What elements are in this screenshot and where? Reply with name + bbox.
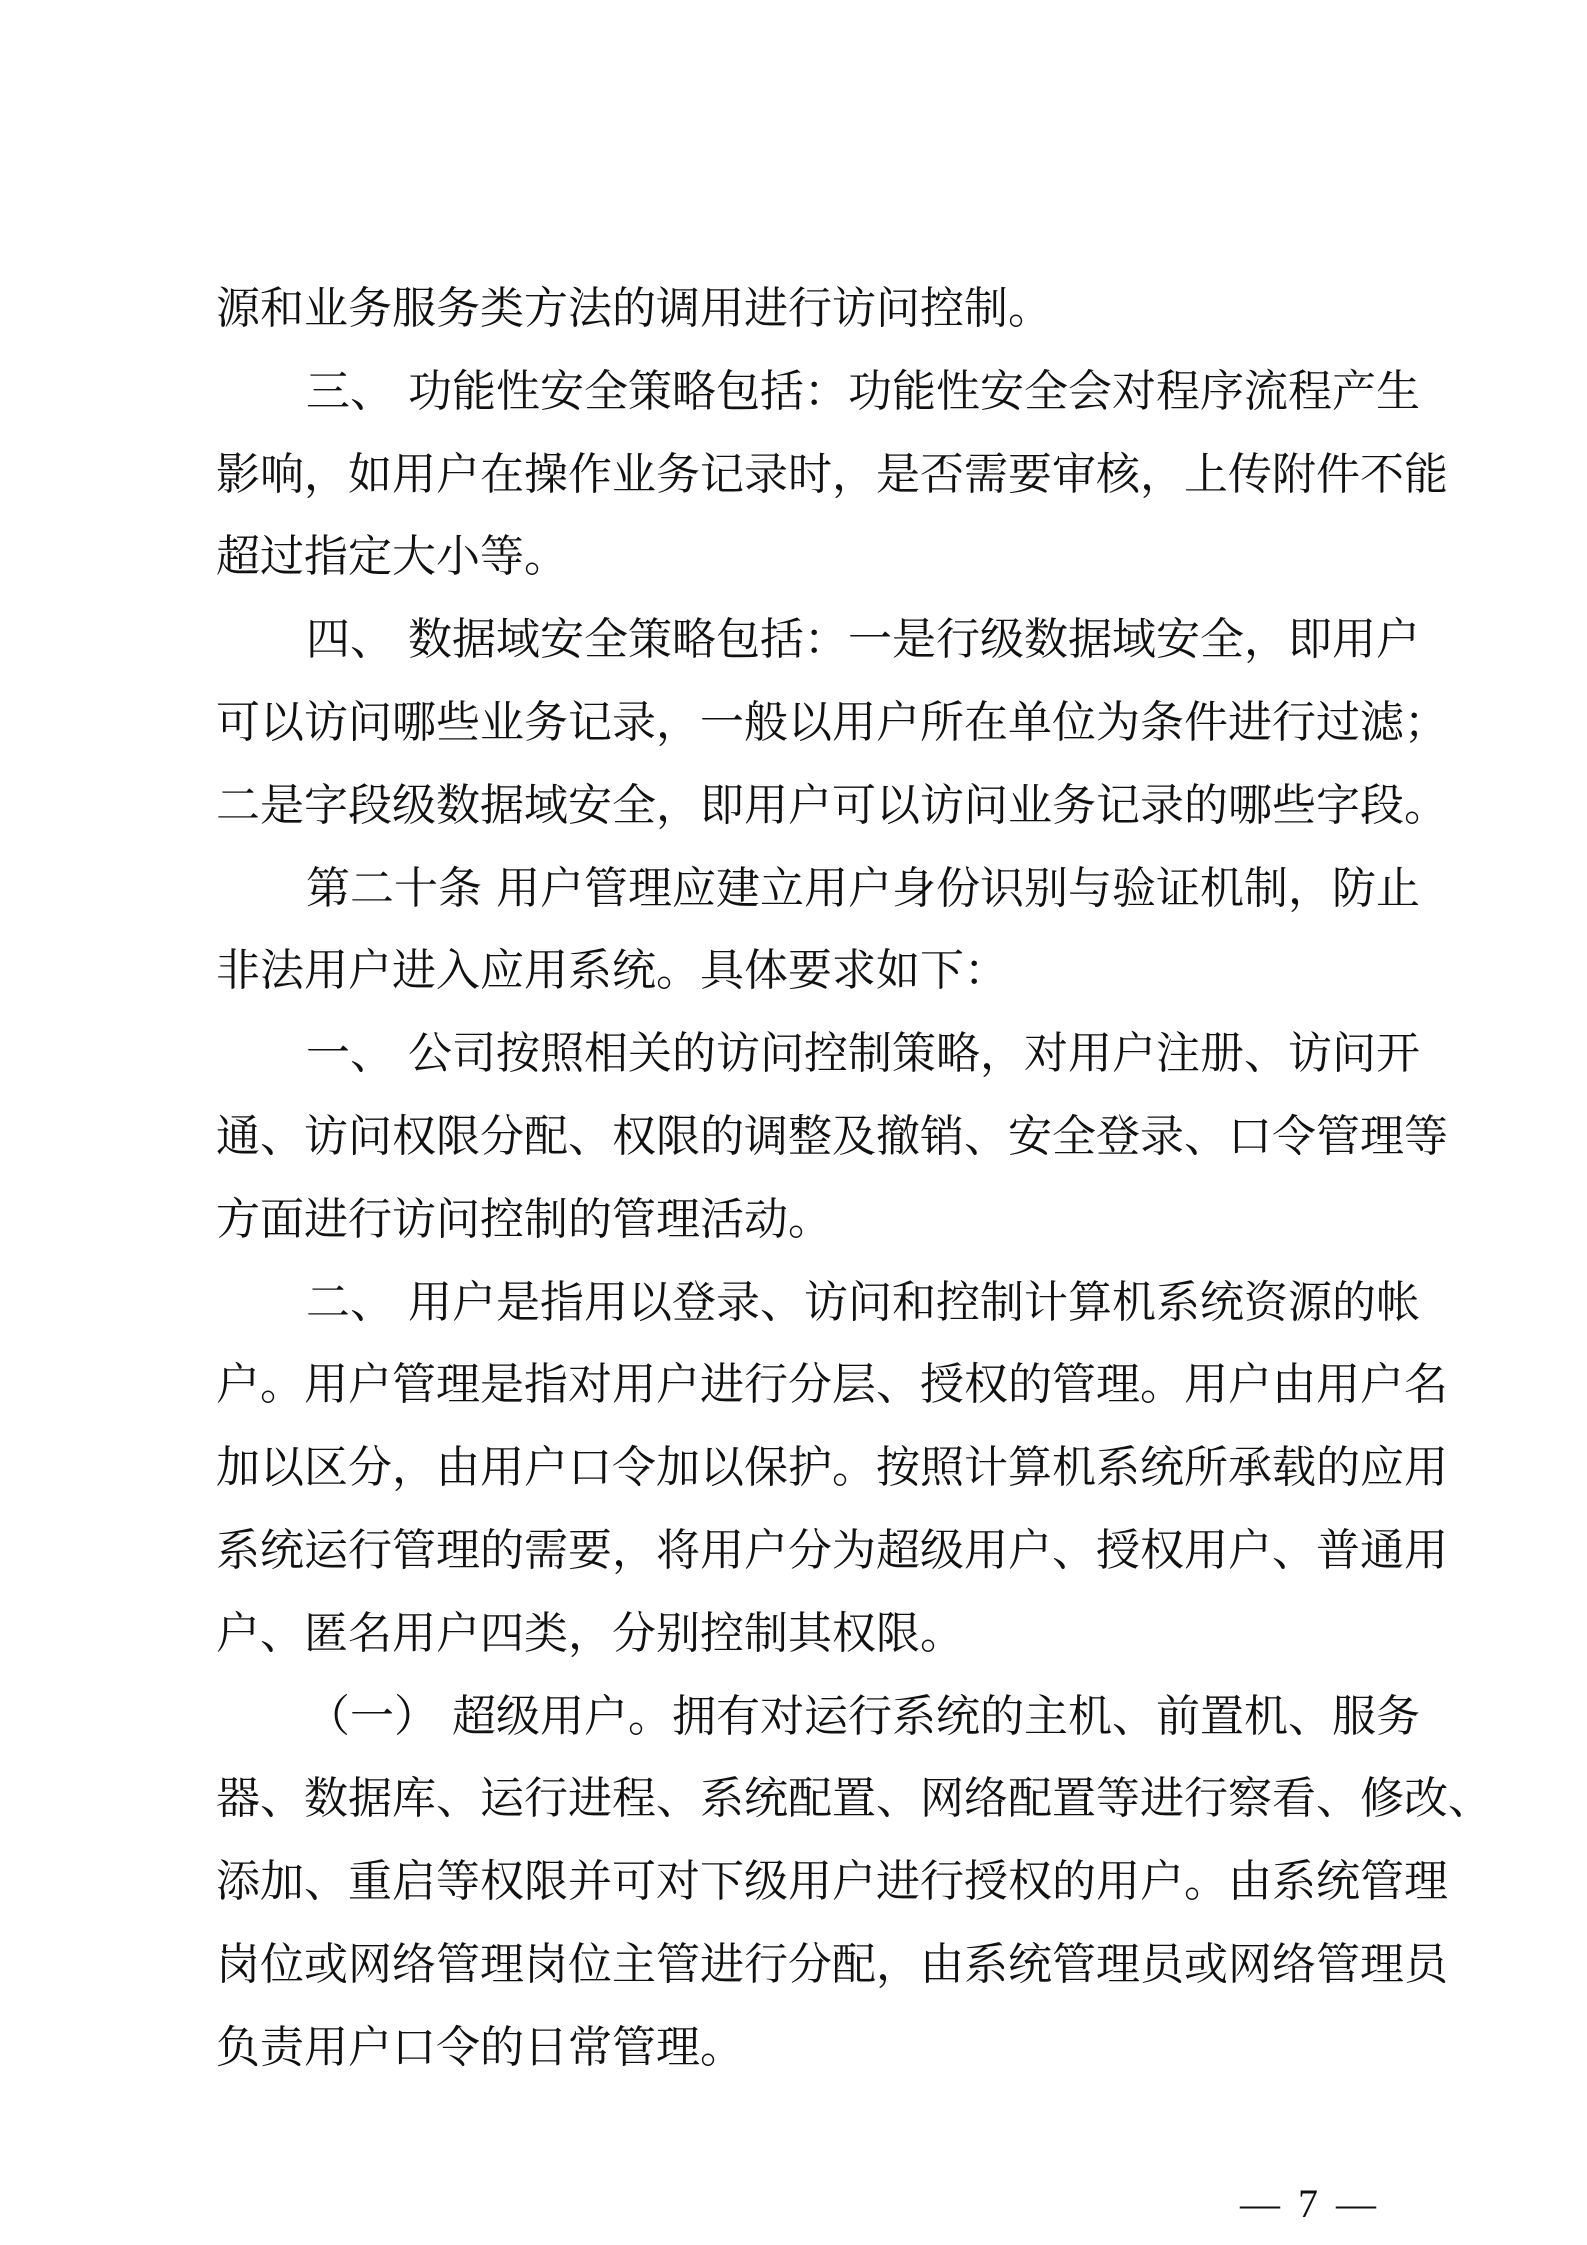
text-line: 户、匿名用户四类，分别控制其权限。 — [216, 1607, 964, 1659]
document-body — [216, 268, 1492, 2090]
text-line: 通、访问权限分配、权限的调整及撤销、安全登录、口令管理等 — [216, 1110, 1448, 1162]
text-line: 超过指定大小等。 — [216, 531, 568, 583]
text-line: 器、数据库、运行进程、系统配置、网络配置等进行察看、修改、 — [216, 1773, 1492, 1825]
text-line: 可以访问哪些业务记录，一般以用户所在单位为条件进行过滤； — [216, 696, 1448, 748]
text-line: （一） 超级用户。拥有对运行系统的主机、前置机、服务 — [306, 1690, 1420, 1742]
text-line: 一、 公司按照相关的访问控制策略，对用户注册、访问开 — [306, 1028, 1420, 1080]
text-line: 系统运行管理的需要，将用户分为超级用户、授权用户、普通用 — [216, 1524, 1448, 1576]
text-line: 户。用户管理是指对用户进行分层、授权的管理。用户由用户名 — [216, 1359, 1448, 1411]
text-line: 负责用户口令的日常管理。 — [216, 2021, 744, 2073]
text-line: 源和业务服务类方法的调用进行访问控制。 — [216, 283, 1052, 334]
text-line: 二、 用户是指用以登录、访问和控制计算机系统资源的帐 — [306, 1276, 1420, 1328]
text-line: 岗位或网络管理岗位主管进行分配，由系统管理员或网络管理员 — [216, 1938, 1448, 1990]
text-line: 二是字段级数据域安全，即用户可以访问业务记录的哪些字段。 — [216, 779, 1448, 831]
text-line: 非法用户进入应用系统。具体要求如下： — [216, 945, 1008, 997]
text-line: 方面进行访问控制的管理活动。 — [216, 1193, 832, 1245]
text-line: 四、 数据域安全策略包括：一是行级数据域安全，即用户 — [306, 614, 1420, 666]
text-line: 第二十条 用户管理应建立用户身份识别与验证机制，防止 — [306, 862, 1420, 914]
text-line: 添加、重启等权限并可对下级用户进行授权的用户。由系统管理 — [216, 1856, 1448, 1908]
text-line: 三、 功能性安全策略包括：功能性安全会对程序流程产生 — [306, 365, 1420, 417]
text-line: 加以区分，由用户口令加以保护。按照计算机系统所承载的应用 — [216, 1442, 1448, 1494]
text-line: 影响，如用户在操作业务记录时，是否需要审核，上传附件不能 — [216, 448, 1448, 500]
page-number: — 7 — — [1240, 2181, 1380, 2226]
